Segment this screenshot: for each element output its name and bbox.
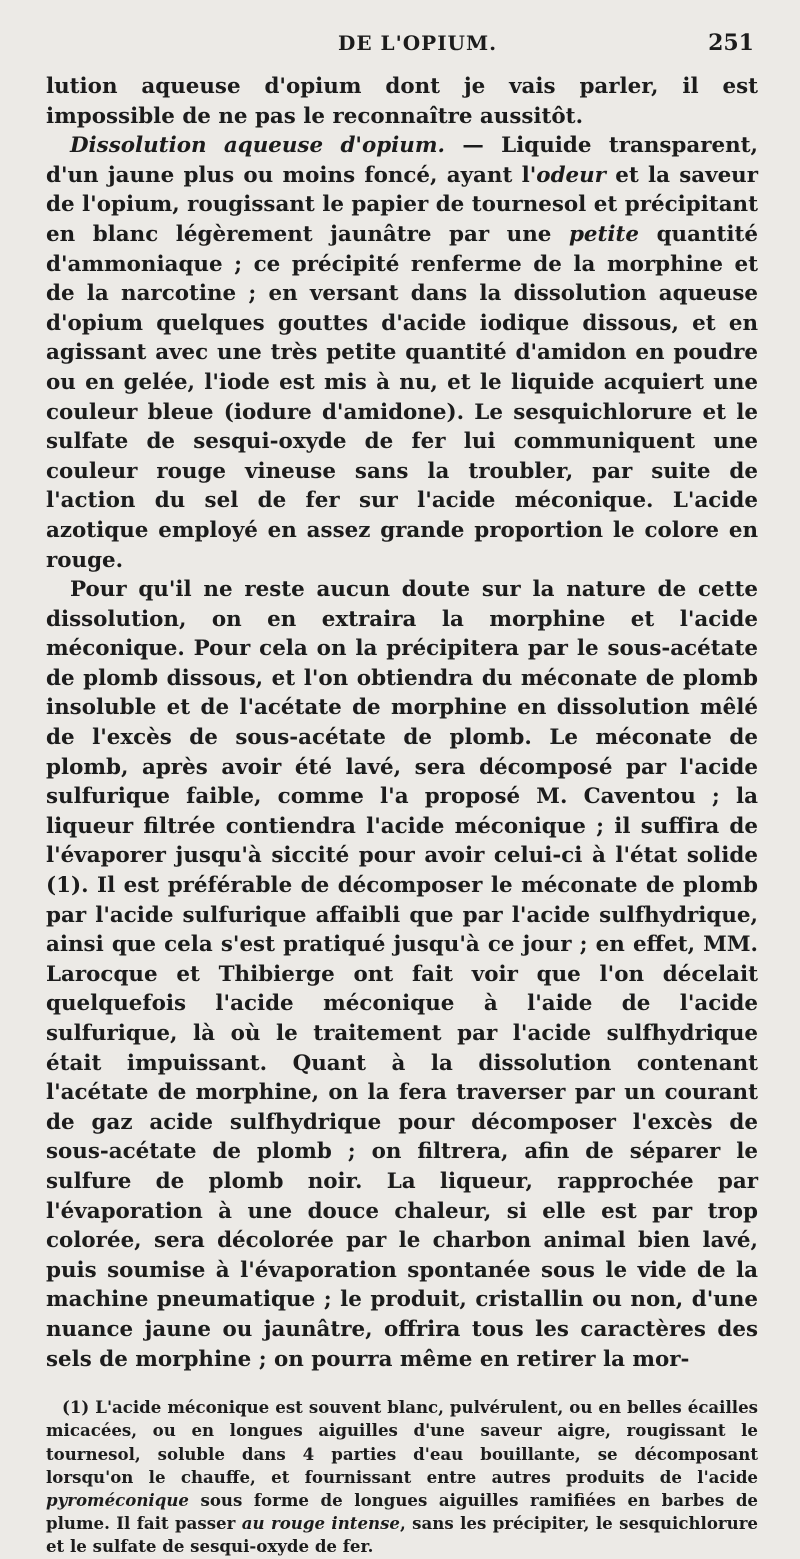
emphasis-pyromeconique: pyroméconique	[46, 1489, 189, 1510]
paragraph-2-text-b: et la saveur de l'opium, rougissant le papier de tournesol et précipitant en blanc légèrement jaunâtre par une	[46, 162, 758, 247]
paragraph-2-text-c: quantité d'ammoniaque ; ce précipité renferme de la morphine et de la narcotine ; en versant dans la dissolution aqueuse d'opium quelques gouttes d'acide iodique dissous, et en agissant avec une très petite quantité d'amidon en poudre ou en gelée, l'iode est mis à nu, et le liquide acquiert une couleur bleue (iodure d'amidone). Le sesquichlorure et le sulfate de sesqui-oxyde de fer lui communiquent une couleur rouge vineuse sans la troubler, par suite de l'action du sel de fer sur l'acide méconique. L'acide azotique employé en assez grande proportion le colore en rouge.	[46, 221, 758, 573]
body-text	[46, 72, 758, 1374]
page-header	[46, 30, 758, 72]
footnote-text-c: , sans les précipiter, le sesquichlorure et le sulfate de sesqui-oxyde de fer.	[46, 1513, 758, 1557]
paragraph-2-text-a: — Liquide transparent, d'un jaune plus ou moins foncé, ayant l'	[46, 133, 758, 188]
footnote-1	[46, 1396, 758, 1558]
emphasis-odeur: odeur	[536, 162, 606, 188]
emphasis-petite: petite	[568, 221, 640, 247]
section-heading: Dissolution aqueuse d'opium.	[70, 133, 445, 159]
emphasis-rouge-intense: au rouge intense	[241, 1513, 400, 1534]
footnote-text-b: sous forme de longues aiguilles ramifiées en barbes de plume. Il fait passer	[46, 1489, 758, 1534]
page-number: 251	[708, 30, 754, 56]
paragraph-3: Pour qu'il ne reste aucun doute sur la nature de cette dissolution, on en extraira la morphine et l'acide méconique. Pour cela on la précipitera par le sous-acétate de plomb dissous, et l'on obtiendra du méconate de plomb insoluble et de l'acétate de morphine en dissolution mêlé de l'excès de sous-acétate de plomb. Le méconate de plomb, après avoir été lavé, sera décomposé par l'acide sulfurique faible, comme l'a proposé M. Caventou ; la liqueur filtrée contiendra l'acide méconique ; il suffira de l'évaporer jusqu'à siccité pour avoir celui-ci à l'état solide (1). Il est préférable de décomposer le méconate de plomb par l'acide sulfurique affaibli que par l'acide sulfhydrique, ainsi que cela s'est pratiqué jusqu'à ce jour ; en effet, MM. Larocque et Thibierge ont fait voir que l'on décelait quelquefois l'acide méconique à l'aide de l'acide sulfurique, là où le traitement par l'acide sulfhydrique était impuissant. Quant à la dissolution contenant l'acétate de morphine, on la fera traverser par un courant de gaz acide sulfhydrique pour décomposer l'excès de sous-acétate de plomb ; on filtrera, afin de séparer le sulfure de plomb noir. La liqueur, rapprochée par l'évaporation à une douce chaleur, si elle est par trop colorée, sera décolorée par le charbon animal bien lavé, puis soumise à l'évaporation spontanée sous le vide de la machine pneumatique ; le produit, cristallin ou non, d'une nuance jaune ou jaunâtre, offrira tous les caractères des sels de morphine ; on pourra même en retirer la mor-	[46, 577, 758, 1372]
paragraph-1: lution aqueuse d'opium dont je vais parler, il est impossible de ne pas le reconnaître aussitôt.	[46, 74, 758, 129]
footnote-text-a: (1) L'acide méconique est souvent blanc, pulvérulent, ou en belles écailles micacées, ou en longues aiguilles d'une saveur aigre, rougissant le tournesol, soluble dans 4 parties d'eau bouillante, se décomposant lorsqu'on le chauffe, et fournissant entre autres produits de l'acide	[46, 1397, 758, 1487]
running-title: DE L'OPIUM.	[338, 31, 498, 55]
paragraph-2	[46, 131, 758, 575]
footnotes	[46, 1396, 758, 1558]
